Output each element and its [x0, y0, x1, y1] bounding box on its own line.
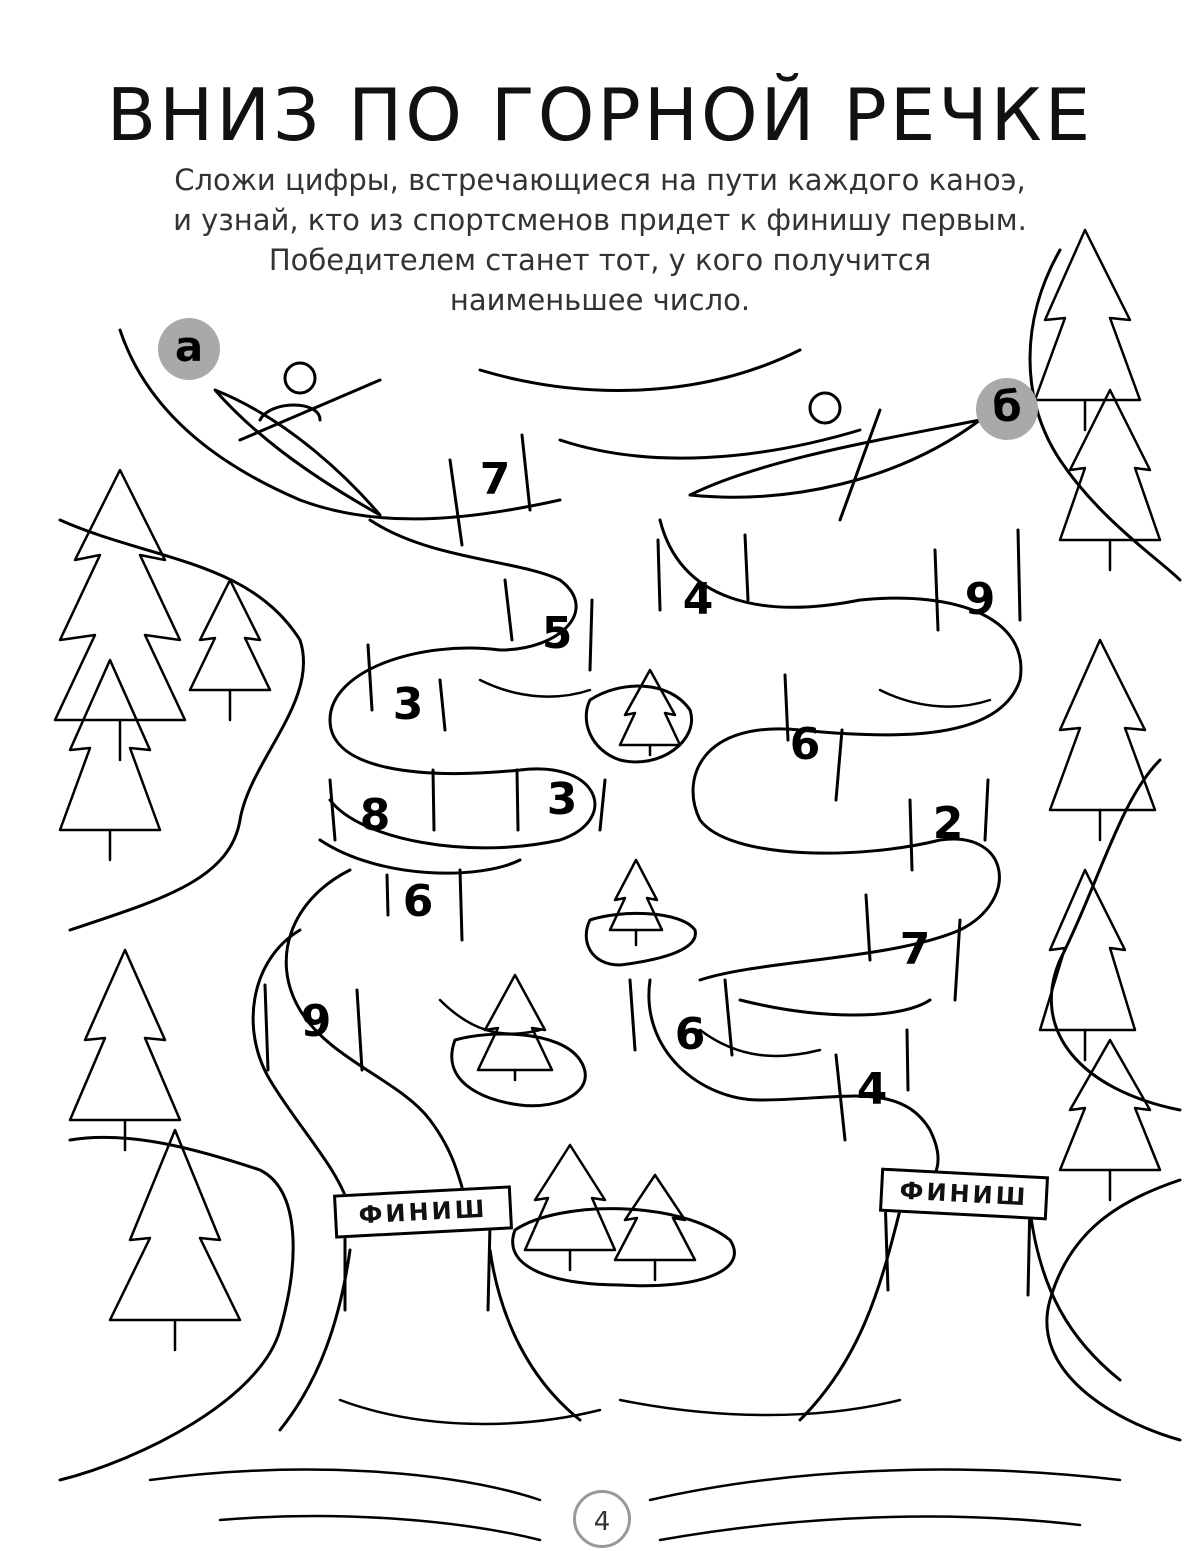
gate-number: 9	[964, 574, 996, 625]
gate-number: 4	[682, 574, 714, 625]
gate-number: 6	[402, 876, 434, 927]
gate-number: 9	[300, 996, 332, 1047]
canoe-b-badge: б	[976, 378, 1038, 440]
finish-banner-left: ФИНИШ	[333, 1185, 513, 1238]
gate-number: 7	[479, 454, 511, 505]
gate-number: 5	[541, 608, 573, 659]
instruction-line: Сложи цифры, встречающиеся на пути каждого каноэ,	[174, 163, 1026, 197]
canoe-a-badge: а	[158, 318, 220, 380]
gate-number: 3	[546, 774, 578, 825]
gate-number: 3	[392, 679, 424, 730]
gate-number: 6	[674, 1009, 706, 1060]
page-number: 4	[573, 1490, 631, 1548]
gate-number: 7	[899, 924, 931, 975]
instruction-line: и узнай, кто из спортсменов придет к финишу первым.	[173, 203, 1027, 237]
instruction-line: Победителем станет тот, у кого получится	[268, 243, 932, 277]
finish-banner-right: ФИНИШ	[879, 1168, 1049, 1221]
gate-number: 4	[856, 1064, 888, 1115]
instruction-line: наименьшее число.	[449, 283, 751, 317]
gate-number: 2	[932, 798, 964, 849]
gate-number: 8	[359, 790, 391, 841]
page-title: ВНИЗ ПО ГОРНОЙ РЕЧКЕ	[106, 73, 1094, 157]
canoe-a-illustration	[215, 363, 380, 515]
gate-number: 6	[789, 719, 821, 770]
